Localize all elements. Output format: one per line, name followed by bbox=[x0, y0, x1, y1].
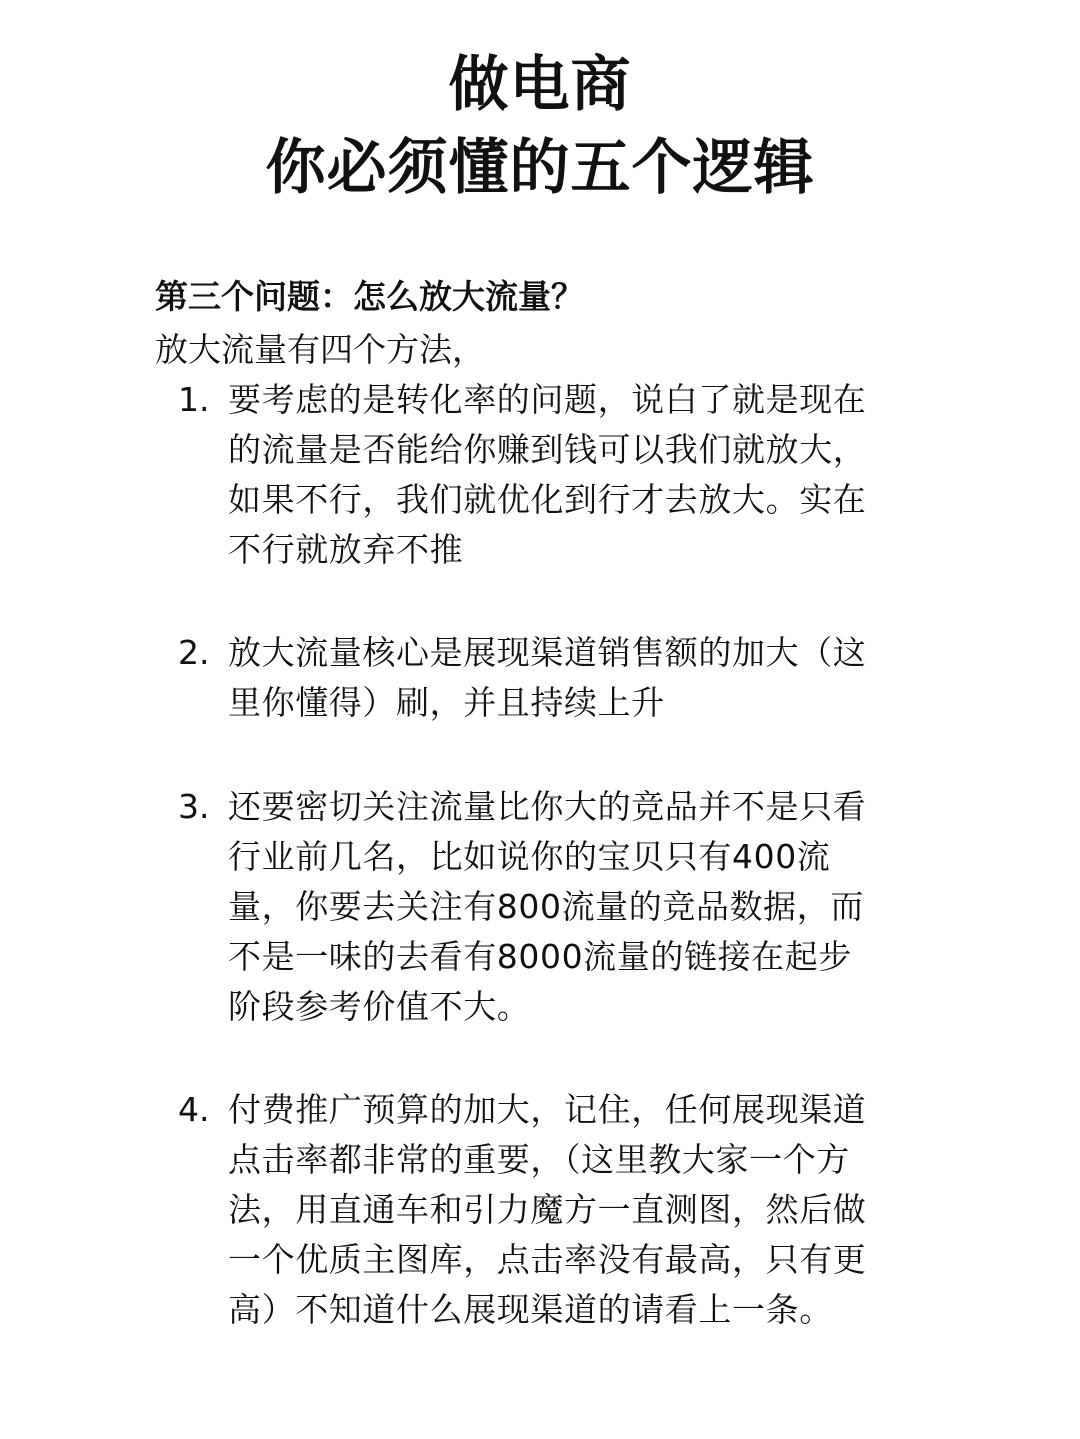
list-item-line: 行业前几名，比如说你的宝贝只有400流 bbox=[228, 837, 831, 876]
list-item-text bbox=[228, 375, 918, 575]
list-item-line: 高）不知道什么展现渠道的请看上一条。 bbox=[228, 1290, 833, 1329]
list-item-line: 付费推广预算的加大，记住，任何展现渠道 bbox=[228, 1090, 867, 1129]
list-item-line: 的流量是否能给你赚到钱可以我们就放大， bbox=[228, 430, 867, 469]
list-item-number: 1. bbox=[178, 380, 210, 419]
section-intro: 放大流量有四个方法， bbox=[155, 330, 485, 369]
page-title-line-2: 你必须懂的五个逻辑 bbox=[265, 133, 815, 203]
list-item-line: 点击率都非常的重要，（这里教大家一个方 bbox=[228, 1140, 850, 1179]
list-item-line: 里你懂得）刷，并且持续上升 bbox=[228, 683, 665, 722]
list-item-number: 2. bbox=[178, 633, 210, 672]
list-item-line: 如果不行，我们就优化到行才去放大。实在 bbox=[228, 480, 867, 519]
page-title-line-1: 做电商 bbox=[448, 50, 632, 120]
list-item-line: 不行就放弃不推 bbox=[228, 530, 464, 569]
list-item-line: 法，用直通车和引力魔方一直测图，然后做 bbox=[228, 1190, 867, 1229]
list-item-number: 4. bbox=[178, 1090, 210, 1129]
list-item-text bbox=[228, 1085, 918, 1335]
list-item-line: 还要密切关注流量比你大的竞品并不是只看 bbox=[228, 787, 867, 826]
section-heading: 第三个问题：怎么放大流量？ bbox=[155, 277, 584, 316]
list-item-text bbox=[228, 782, 918, 1032]
list-item-number: 3. bbox=[178, 787, 210, 826]
list-item-line: 阶段参考价值不大。 bbox=[228, 987, 531, 1026]
list-item-line: 放大流量核心是展现渠道销售额的加大（这 bbox=[228, 633, 867, 672]
list-item-text bbox=[228, 628, 918, 728]
list-item-line: 量，你要去关注有800流量的竞品数据，而 bbox=[228, 887, 864, 926]
list-item-line: 要考虑的是转化率的问题，说白了就是现在 bbox=[228, 380, 867, 419]
list-item-line: 不是一味的去看有8000流量的链接在起步 bbox=[228, 937, 852, 976]
list-item-line: 一个优质主图库，点击率没有最高，只有更 bbox=[228, 1240, 867, 1279]
